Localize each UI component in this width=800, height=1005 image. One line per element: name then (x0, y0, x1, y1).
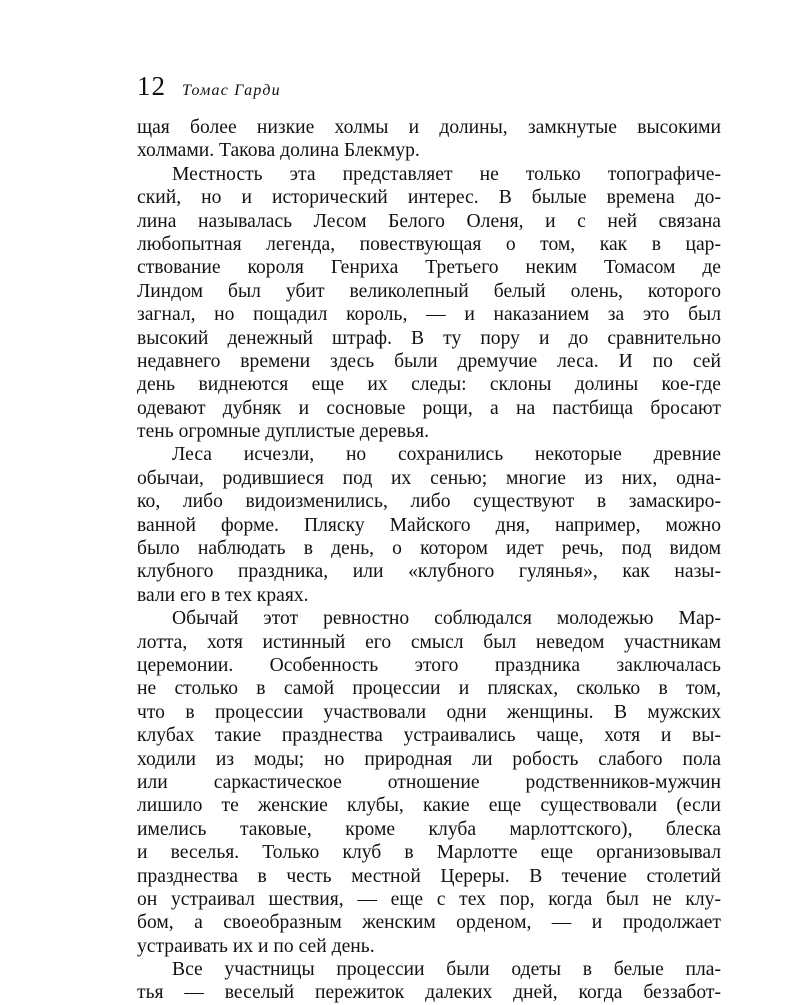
text-line: обычаи, родившиеся под их сенью; многие из них, одна- (137, 467, 721, 489)
text-line: ходили из моды; но природная ли робость слабого пола (137, 748, 721, 770)
text-line: Леса исчезли, но сохранились некоторые древние (172, 444, 721, 466)
text-line: было наблюдать в день, о котором идет речь, под видом (137, 538, 721, 560)
text-line: ванной форме. Пляску Майского дня, например, можно (137, 514, 721, 536)
text-line: бом, а своеобразным женским орденом, — и продолжает (137, 912, 721, 934)
body-text (137, 116, 721, 1005)
text-line: вали его в тех краях. (137, 584, 309, 606)
text-line: ский, но и исторический интерес. В былые времена до- (137, 187, 721, 209)
text-line: любопытная легенда, повествующая о том, как в цар- (137, 233, 721, 255)
text-line: недавнего времени здесь были дремучие леса. И по сей (137, 350, 721, 372)
text-line: и веселья. Только клуб в Марлотте еще организовывал (137, 842, 721, 864)
running-head-author: Томас Гарди (182, 82, 281, 99)
text-line: клубного праздника, или «клубного гулянья», как назы- (137, 561, 721, 583)
text-line: Все участницы процессии были одеты в белые пла- (172, 959, 721, 981)
text-line: ствование короля Генриха Третьего неким Томасом де (137, 257, 721, 279)
text-line: празднества в честь местной Цереры. В течение столетий (137, 865, 721, 887)
text-line: тень огромные дуплистые деревья. (137, 421, 430, 443)
text-line: загнал, но пощадил король, — и наказанием за это был (137, 304, 721, 326)
text-line: Местность эта представляет не только топографиче- (172, 163, 721, 185)
text-line: ко, либо видоизменились, либо существуют в замаскиро- (137, 491, 721, 513)
text-line: церемонии. Особенность этого праздника заключалась (137, 654, 721, 676)
text-line: щая более низкие холмы и долины, замкнутые высокими (137, 117, 721, 138)
text-line: высокий денежный штраф. В ту пору и до сравнительно (137, 327, 721, 349)
text-line: или саркастическое отношение родственников-мужчин (137, 771, 721, 793)
text-line: лина называлась Лесом Белого Оленя, и с ней связана (137, 210, 721, 232)
text-line: холмами. Такова долина Блекмур. (137, 140, 420, 162)
text-line: Линдом был убит великолепный белый олень, которого (137, 280, 721, 302)
text-line: лотта, хотя истинный его смысл был неведом участникам (137, 631, 721, 653)
text-line: Обычай этот ревностно соблюдался молодежью Мар- (172, 608, 721, 630)
text-line: одевают дубняк и сосновые рощи, а на пастбища бросают (137, 397, 721, 419)
text-line: устраивать их и по сей день. (137, 935, 375, 957)
running-head (137, 68, 281, 104)
text-line: день виднеются еще их следы: склоны долины кое-где (137, 374, 721, 396)
text-line: что в процессии участвовали одни женщины. В мужских (137, 701, 721, 723)
text-line: он устраивал шествия, — еще с тех пор, когда был не клу- (137, 888, 721, 910)
text-line: лишило те женские клубы, какие еще существовали (если (137, 795, 721, 817)
text-line: клубах такие празднества устраивались чаще, хотя и вы- (137, 725, 721, 747)
text-line: имелись таковые, кроме клуба марлоттского), блеска (137, 818, 721, 840)
page-number: 12 (137, 71, 166, 101)
text-line: не столько в самой процессии и плясках, сколько в том, (137, 678, 721, 700)
text-line: тья — веселый пережиток далеких дней, когда беззабот- (137, 982, 721, 1004)
